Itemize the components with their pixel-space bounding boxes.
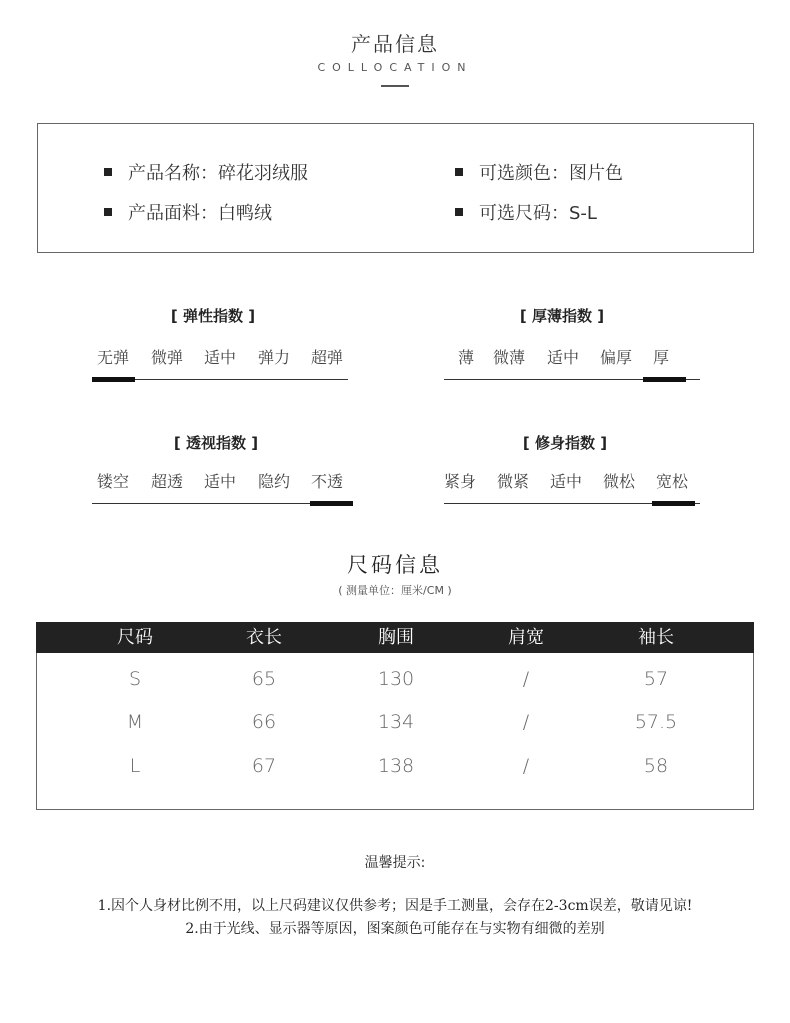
elasticity-option: 无弹 xyxy=(97,348,130,367)
elasticity-option: 适中 xyxy=(204,348,237,367)
info-item-color xyxy=(455,159,623,185)
cell-size: S xyxy=(128,668,142,690)
cell-shoulder: / xyxy=(522,711,530,733)
tip-line-1: 1.因个人身材比例不用，以上尺码建议仅供参考；因是手工测量，会存在2-3cm误差，敬请见谅! xyxy=(97,898,693,914)
info-item-name xyxy=(104,159,308,185)
size-info-title: 尺码信息 xyxy=(347,553,443,577)
fit-selected-marker xyxy=(652,501,695,506)
elasticity-option: 超弹 xyxy=(311,348,344,367)
thickness-option: 薄 xyxy=(458,348,475,367)
header-shoulder: 肩宽 xyxy=(508,627,544,648)
thickness-index-title: [ 厚薄指数 ] xyxy=(519,307,605,325)
cell-bust: 138 xyxy=(377,755,415,777)
transparency-index-title: [ 透视指数 ] xyxy=(173,434,259,452)
fit-option: 微松 xyxy=(603,472,636,491)
fit-option: 微紧 xyxy=(497,472,530,491)
product-info-subtitle: COLLOCATION xyxy=(317,61,473,74)
product-info-title: 产品信息 xyxy=(351,32,439,56)
elasticity-selected-marker xyxy=(92,377,135,382)
cell-sleeve: 57 xyxy=(643,668,669,690)
transparency-option: 镂空 xyxy=(97,472,130,491)
cell-shoulder: / xyxy=(522,668,530,690)
cell-length: 65 xyxy=(251,668,277,690)
square-bullet-icon xyxy=(104,168,112,176)
size-info-subtitle: ( 测量单位：厘米/CM ) xyxy=(338,584,452,597)
thickness-option: 适中 xyxy=(547,348,580,367)
thickness-option: 偏厚 xyxy=(600,348,633,367)
fit-option: 宽松 xyxy=(656,472,689,491)
cell-length: 66 xyxy=(251,711,277,733)
cell-size: M xyxy=(126,711,144,733)
elasticity-index-title: [ 弹性指数 ] xyxy=(170,307,256,325)
thickness-option: 厚 xyxy=(653,348,670,367)
header-sleeve: 袖长 xyxy=(638,627,674,648)
elasticity-option: 弹力 xyxy=(258,348,291,367)
tip-line-2: 2.由于光线、显示器等原因，图案颜色可能存在与实物有细微的差别 xyxy=(185,921,605,937)
fit-option: 紧身 xyxy=(444,472,477,491)
table-row xyxy=(36,668,754,694)
header-length: 衣长 xyxy=(246,627,282,648)
product-info-box xyxy=(37,123,754,253)
info-item-size xyxy=(455,199,597,225)
cell-sleeve: 57.5 xyxy=(634,711,678,733)
transparency-option: 适中 xyxy=(204,472,237,491)
header-size: 尺码 xyxy=(117,627,153,648)
cell-shoulder: / xyxy=(522,755,530,777)
transparency-selected-marker xyxy=(310,501,353,506)
transparency-option: 不透 xyxy=(311,472,344,491)
header-bust: 胸围 xyxy=(378,627,414,648)
thickness-selected-marker xyxy=(643,377,686,382)
size-table-header xyxy=(36,622,754,653)
square-bullet-icon xyxy=(104,208,112,216)
transparency-option: 隐约 xyxy=(258,472,291,491)
info-item-text: 产品面料：白鸭绒 xyxy=(128,203,272,224)
tips-title: 温馨提示: xyxy=(364,855,426,871)
info-item-fabric xyxy=(104,199,272,225)
info-item-text: 产品名称：碎花羽绒服 xyxy=(128,163,308,184)
thickness-option: 微薄 xyxy=(493,348,526,367)
cell-length: 67 xyxy=(251,755,277,777)
cell-size: L xyxy=(129,755,141,777)
info-item-text: 可选尺码：S-L xyxy=(479,203,597,224)
table-row xyxy=(36,711,754,737)
elasticity-option: 微弹 xyxy=(151,348,184,367)
cell-bust: 134 xyxy=(377,711,415,733)
square-bullet-icon xyxy=(455,208,463,216)
title-divider xyxy=(381,85,409,87)
square-bullet-icon xyxy=(455,168,463,176)
fit-option: 适中 xyxy=(550,472,583,491)
table-row xyxy=(36,755,754,781)
cell-sleeve: 58 xyxy=(643,755,669,777)
transparency-option: 超透 xyxy=(151,472,184,491)
info-item-text: 可选颜色：图片色 xyxy=(479,163,623,184)
fit-index-title: [ 修身指数 ] xyxy=(522,434,608,452)
cell-bust: 130 xyxy=(377,668,415,690)
